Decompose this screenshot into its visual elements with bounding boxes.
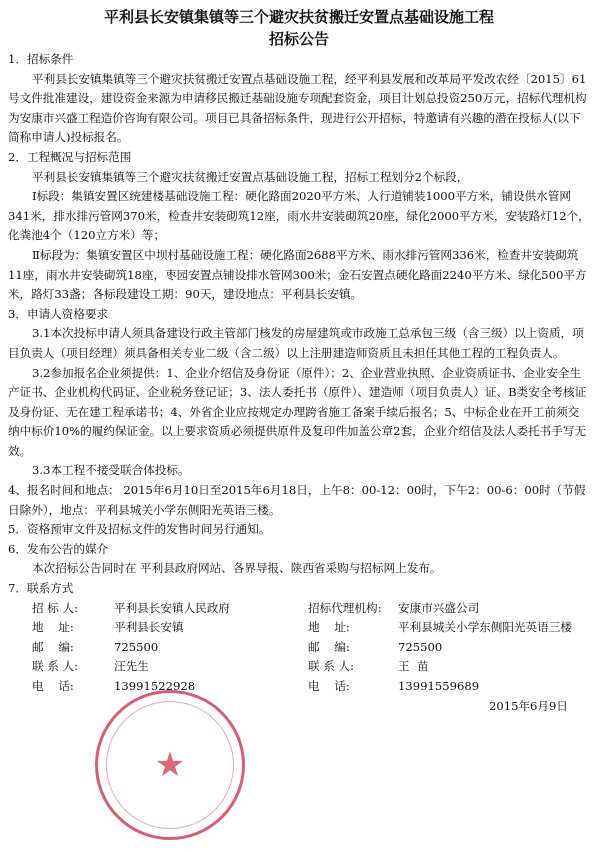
contact-row [308, 638, 588, 658]
contact-label: 邮 编: [308, 639, 350, 654]
section7-heading: 7．联系方式 [8, 581, 74, 596]
section5-body: 5．资格预审文件及招标文件的发售时间另行通知。 [8, 522, 271, 537]
section3-heading: 3．申请人资格要求 [8, 306, 109, 321]
contact-label: 电 话: [308, 679, 350, 693]
contact-value: 安康市兴盛公司 [398, 600, 480, 615]
contact-right-column [308, 599, 588, 697]
contact-value: 13991559689 [398, 679, 480, 693]
section1-heading: 1．招标条件 [8, 52, 74, 66]
section2-intro: 平利县长安镇集镇等三个避灾扶贫搬迁安置点基础设施工程，招标工程划分2个标段， [32, 169, 469, 184]
contact-label: 联 系 人: [308, 659, 355, 674]
section3-item2: 3.2参加报名企业须提供：1、企业介绍信及身份证（原件）；2、企业营业执照、企业资质证书、企业安全生产证书、企业机构代码证、企业税务登记证；3、法人委托书（原件）、建造师（项目负责人）证、B类安全考核证及身份证、无在建工程承诺书；4、外省企业应按规定办理跨省施工备案手续后报名；5、中标企业在开工前须交纳中标价10%的履约保证金。以上要求资质必须提供原件及复印件加盖公章2套，企业介绍信及法人委托书手写无效。 [8, 365, 587, 458]
contact-row [8, 638, 308, 658]
contact-row [308, 599, 588, 619]
section2-lot1: Ⅰ标段：集镇安置区统建楼基础设施工程：硬化路面2020平方米、人行道铺装1000平方米，铺设供水管网341米，排水排污管网370米，检查井安装砌筑12座，雨水井安装砌筑20座，绿化2000平方米，安装路灯12个，化粪池4个（120立方米）等； [8, 189, 590, 243]
seal-star-icon: ★ [154, 745, 186, 785]
section3-item3: 3.3本工程不接受联合体投标。 [32, 463, 190, 478]
contact-value: 平利县城关小学东侧阳光英语三楼 [398, 620, 572, 635]
section4-body: 4、报名时间和地点： 2015年6月10日至2015年6月18日，上午8：00-12：00时，下午2：00-6：00时（节假日除外），地点：平利县城关小学东侧阳光英语三楼。 [8, 483, 586, 517]
contact-row [8, 657, 308, 677]
contact-row [308, 677, 588, 697]
section6-heading: 6．发布公告的媒介 [8, 541, 109, 556]
contact-label: 招标代理机构: [308, 600, 382, 615]
contact-row [8, 677, 308, 697]
contact-value: 平利县长安镇 [114, 620, 184, 635]
contact-value: 王 苗 [398, 659, 429, 674]
contact-label: 电 话: [32, 679, 74, 693]
contact-value: 725500 [114, 639, 159, 654]
contact-row [308, 657, 588, 677]
contact-row [308, 618, 588, 638]
contact-label: 地 址: [308, 620, 350, 635]
contact-value: 725500 [398, 639, 443, 654]
section1-body: 平利县长安镇集镇等三个避灾扶贫搬迁安置点基础设施工程，经平利县发展和改革局平发改农经〔2015〕61号文件批准建设，建设资金来源为申请移民搬迁基础设施专项配套资金，项目计划总投资250万元，招标代理机构为安康市兴盛工程造价咨询有限公司。项目已具备招标条件，现进行公开招标，特邀请有兴趣的潜在投标人(以下简称申请人)投标报名。 [8, 71, 587, 145]
contact-value: 平利县长安镇人民政府 [114, 600, 230, 615]
contact-label: 邮 编: [32, 639, 74, 654]
seal-inner-ring [106, 701, 234, 829]
contact-label: 招 标 人: [32, 600, 79, 615]
contact-table [8, 599, 590, 697]
contact-value: 13991522928 [114, 679, 196, 693]
contact-row [8, 618, 308, 638]
section2-lot2: Ⅱ标段为：集镇安置区中坝村基础设施工程：硬化路面2688平方米、雨水排污管网336米，检查井安装砌筑11座，雨水井安装砌筑18座，枣园安置点铺设排水管网300米；金石安置点硬化路面2240平方米、绿化500平方米，路灯33盏；各标段建设工期：90天，建设地点：平利县长安镇。 [8, 247, 587, 302]
contact-label: 联 系 人: [32, 659, 79, 674]
section3-item1: 3.1本次投标申请人须具备建设行政主管部门核发的房屋建筑或市政施工总承包三级（含三级）以上资质，项目负责人（项目经理）须具备相关专业二级（含二级）以上注册建造师资质且未担任其他工程的工程负责人。 [8, 326, 584, 360]
contact-label: 地 址: [32, 620, 74, 635]
section2-heading: 2．工程概况与招标范围 [8, 149, 132, 164]
contact-row [8, 599, 308, 619]
document-title-line2: 招标公告 [268, 30, 329, 48]
issue-date: 2015年6月9日 [488, 698, 568, 713]
section6-body: 本次招标公告同时在 平利县政府网站、各界导报、陕西省采购与招标网上发布。 [32, 561, 442, 576]
contact-left-column [8, 599, 308, 697]
document-title-line1: 平利县长安镇集镇等三个避灾扶贫搬迁安置点基础设施工程 [103, 8, 494, 26]
contact-value: 汪先生 [114, 659, 149, 674]
